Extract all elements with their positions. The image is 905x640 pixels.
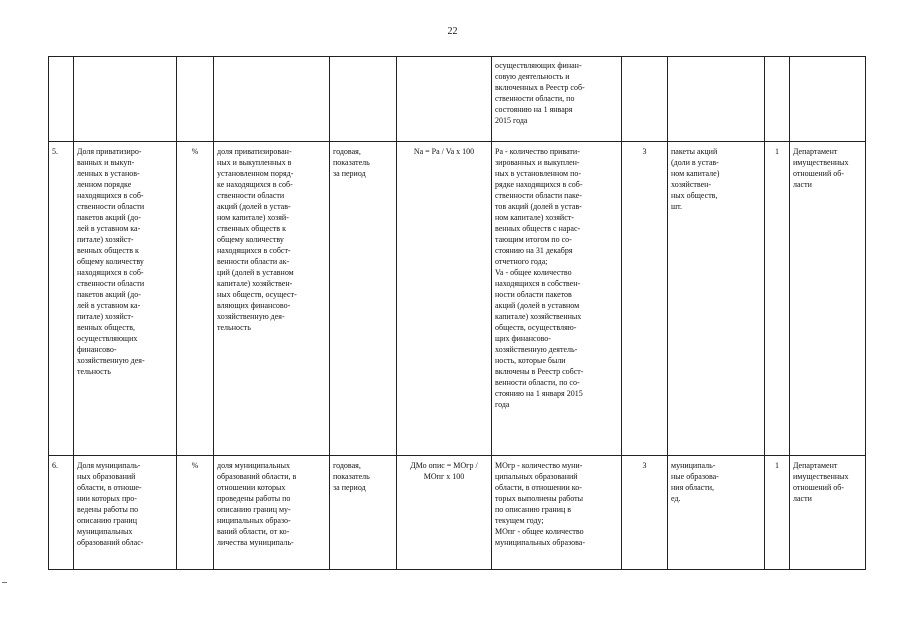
cell-text-line: ственности области [77,279,145,288]
cell-text-line: ных в установленном по- [495,169,582,178]
cell-text-line: нии которых про- [77,494,137,503]
cell-text-line: хозяйственную деятель- [495,345,578,354]
cell-text-line: 3 [642,461,647,470]
cell-text-line: тов акций (долей в устав- [495,202,582,211]
cell-text-line: описанию границ [77,516,137,525]
cell-code [622,57,668,142]
cell-text-line: питале) хозяйст- [77,235,134,244]
cell-text-line: состоянию на 1 января [495,105,573,114]
cell-text-line: годовая, [333,461,361,470]
cell-text-line: рядке находящихся в соб- [495,180,583,189]
cell-text-line: осуществляющих финан- [495,61,582,70]
margin-mark [2,582,7,583]
cell-base [668,57,765,142]
cell-text-line: торых выполнены работы [495,494,583,503]
cell-text-line: общему количеству [217,235,284,244]
cell-text-line: пакетов акций (до- [77,213,141,222]
cell-base [668,456,765,570]
cell-period [330,57,397,142]
cell-text-line: 1 [775,461,779,470]
cell-text-line: показатель [333,472,370,481]
cell-source-code [765,456,790,570]
cell-unit [177,142,214,456]
cell-text-line: показатель [333,158,370,167]
cell-text-line: 5. [52,147,58,156]
cell-text-line: ных образований [77,472,136,481]
cell-period [330,456,397,570]
cell-text-line: ных обществ, осущест- [217,290,297,299]
cell-text-line: обществ, осуществляю- [495,323,577,332]
cell-text-line: включенных в Реестр соб- [495,83,585,92]
cell-text-line: находящихся в соб- [77,268,144,277]
cell-text-line: венности области, по со- [495,378,580,387]
cell-text-line: щих финансово- [495,334,551,343]
cell-text-line: хозяйственную дея- [77,356,145,365]
page-number: 22 [447,26,458,37]
cell-text-line: ности области пакетов [495,290,572,299]
cell-text-line: муниципаль- [671,461,716,470]
cell-text-line: ственности области [217,191,285,200]
cell-text-line: по описанию границ в [495,505,572,514]
cell-text-line: ций (долей в уставном [217,268,294,277]
cell-text-line: ном капитале) [671,169,720,178]
cell-text-line: ственности области паке- [495,191,582,200]
cell-period [330,142,397,456]
cell-text-line: хозяйственную дея- [217,312,285,321]
cell-number [49,456,74,570]
cell-text-line: акций (долей в устав- [217,202,291,211]
cell-number [49,142,74,456]
cell-formula [397,142,492,456]
cell-text-line: личества муниципаль- [217,538,294,547]
cell-text-line: акций (долей в уставном [495,301,580,310]
cell-text-line: находящихся в собст- [217,246,291,255]
cell-text-line: установленном поряд- [217,169,294,178]
cell-text-line: осуществляющих [77,334,138,343]
cell-text-line: отчетного года; [495,257,548,266]
cell-text-line: капитале) хозяйствен- [217,279,293,288]
cell-text-line: текущем году; [495,516,544,525]
cell-text-line: ственности области [77,202,145,211]
cell-text-line: ных и выкупленных в [217,158,292,167]
cell-text-line: года [495,400,510,409]
cell-text-line: ном капитале) хозяй- [217,213,289,222]
cell-text-line: венных обществ, [77,323,136,332]
cell-formula [397,57,492,142]
cell-text-line: 2015 года [495,116,528,125]
cell-text-line: годовая, [333,147,361,156]
cell-text-line: лей в уставном ка- [77,301,141,310]
cell-source-code [765,142,790,456]
cell-text-line: доля муниципальных [217,461,291,470]
cell-text-line: капитале) хозяйственных [495,312,582,321]
cell-text-line: общему количеству [77,257,144,266]
cell-text-line: ных обществ, [671,191,718,200]
cell-definition [214,142,330,456]
cell-text-line: ципальных образований [495,472,578,481]
cell-text-line: ниципальных образо- [217,516,291,525]
cell-text-line: МОпг х 100 [423,472,465,481]
cell-text-line: ласти [793,180,812,189]
cell-definition [214,456,330,570]
cell-explanation [492,57,622,142]
cell-text-line: ке находящихся в соб- [217,180,293,189]
table-row [49,57,866,142]
cell-responsible [790,57,866,142]
cell-text-line: Департамент [793,147,838,156]
cell-text-line: шт. [671,202,683,211]
cell-text-line: вляющих финансово- [217,301,291,310]
cell-text-line: ленных в установ- [77,169,140,178]
cell-text-line: пакетов акций (до- [77,290,141,299]
cell-text-line: Na = Pa / Va x 100 [413,147,475,156]
cell-text-line: области, в отношении ко- [495,483,582,492]
cell-text-line: 3 [642,147,647,156]
cell-text-line: тающим итогом по со- [495,235,572,244]
cell-text-line: Департамент [793,461,838,470]
cell-text-line: ласти [793,494,812,503]
table-row [49,142,866,456]
table-row [49,456,866,570]
cell-text-line: имущественных [793,158,849,167]
cell-source-code [765,57,790,142]
cell-text-line: ные образова- [671,472,719,481]
cell-text-line: образований области, в [217,472,297,481]
cell-text-line: венных обществ к [77,246,139,255]
cell-text-line: хозяйствен- [671,180,712,189]
cell-text-line: тельность [77,367,111,376]
cell-explanation [492,142,622,456]
cell-code [622,142,668,456]
cell-text-line: ленном порядке [77,180,132,189]
cell-text-line: зированных и выкуплен- [495,158,580,167]
cell-text-line: ванных и выкуп- [77,158,135,167]
cell-text-line: 1 [775,147,779,156]
cell-indicator [74,57,177,142]
cell-responsible [790,142,866,456]
cell-indicator [74,456,177,570]
cell-text-line: венности области ак- [217,257,290,266]
cell-text-line: Pa - количество привати- [495,147,580,156]
cell-text-line: Va - общее количество [495,268,572,277]
cell-text-line: % [191,147,199,156]
cell-code [622,456,668,570]
cell-base [668,142,765,456]
cell-text-line: муниципальных [77,527,133,536]
cell-text-line: ваний области, от ко- [217,527,290,536]
cell-text-line: % [191,461,199,470]
cell-text-line: находящихся в соб- [77,191,144,200]
cell-text-line: ед. [671,494,681,503]
cell-text-line: отношении которых [217,483,286,492]
cell-unit [177,57,214,142]
cell-text-line: ДМо опис = МОгр / [410,461,478,470]
cell-text-line: ность, которые были [495,356,566,365]
cell-text-line: финансово- [77,345,117,354]
cell-text-line: доля приватизирован- [217,147,292,156]
cell-text-line: МОгр - количество муни- [495,461,583,470]
cell-definition [214,57,330,142]
cell-text-line: описанию границ му- [217,505,291,514]
cell-text-line: муниципальных образова- [495,538,586,547]
cell-text-line: отношений об- [793,169,844,178]
cell-text-line: ном капитале) хозяйст- [495,213,574,222]
cell-text-line: ственных обществ к [217,224,286,233]
cell-text-line: венных обществ с нарас- [495,224,581,233]
cell-text-line: имущественных [793,472,849,481]
cell-text-line: тельность [217,323,251,332]
cell-explanation [492,456,622,570]
cell-text-line: МОпг - общее количество [495,527,584,536]
cell-text-line: ственности области, по [495,94,575,103]
cell-text-line: за период [333,483,366,492]
cell-unit [177,456,214,570]
cell-text-line: Доля приватизиро- [77,147,142,156]
cell-text-line: включены в Реестр собст- [495,367,584,376]
cell-text-line: Доля муниципаль- [77,461,141,470]
cell-text-line: 6. [52,461,58,470]
cell-text-line: лей в уставном ка- [77,224,141,233]
cell-text-line: находящихся в собствен- [495,279,581,288]
cell-text-line: стоянию на 31 декабря [495,246,573,255]
cell-number [49,57,74,142]
cell-text-line: отношений об- [793,483,844,492]
cell-text-line: (доли в устав- [671,158,719,167]
cell-formula [397,456,492,570]
cell-text-line: совую деятельность и [495,72,570,81]
cell-indicator [74,142,177,456]
cell-text-line: проведены работы по [217,494,291,503]
cell-text-line: ведены работы по [77,505,139,514]
cell-text-line: питале) хозяйст- [77,312,134,321]
cell-text-line: пакеты акций [671,147,718,156]
indicators-table [48,56,866,570]
cell-text-line: образований облас- [77,538,144,547]
cell-text-line: области, в отноше- [77,483,142,492]
cell-text-line: за период [333,169,366,178]
cell-text-line: ния области, [671,483,714,492]
cell-responsible [790,456,866,570]
cell-text-line: стоянию на 1 января 2015 [495,389,583,398]
